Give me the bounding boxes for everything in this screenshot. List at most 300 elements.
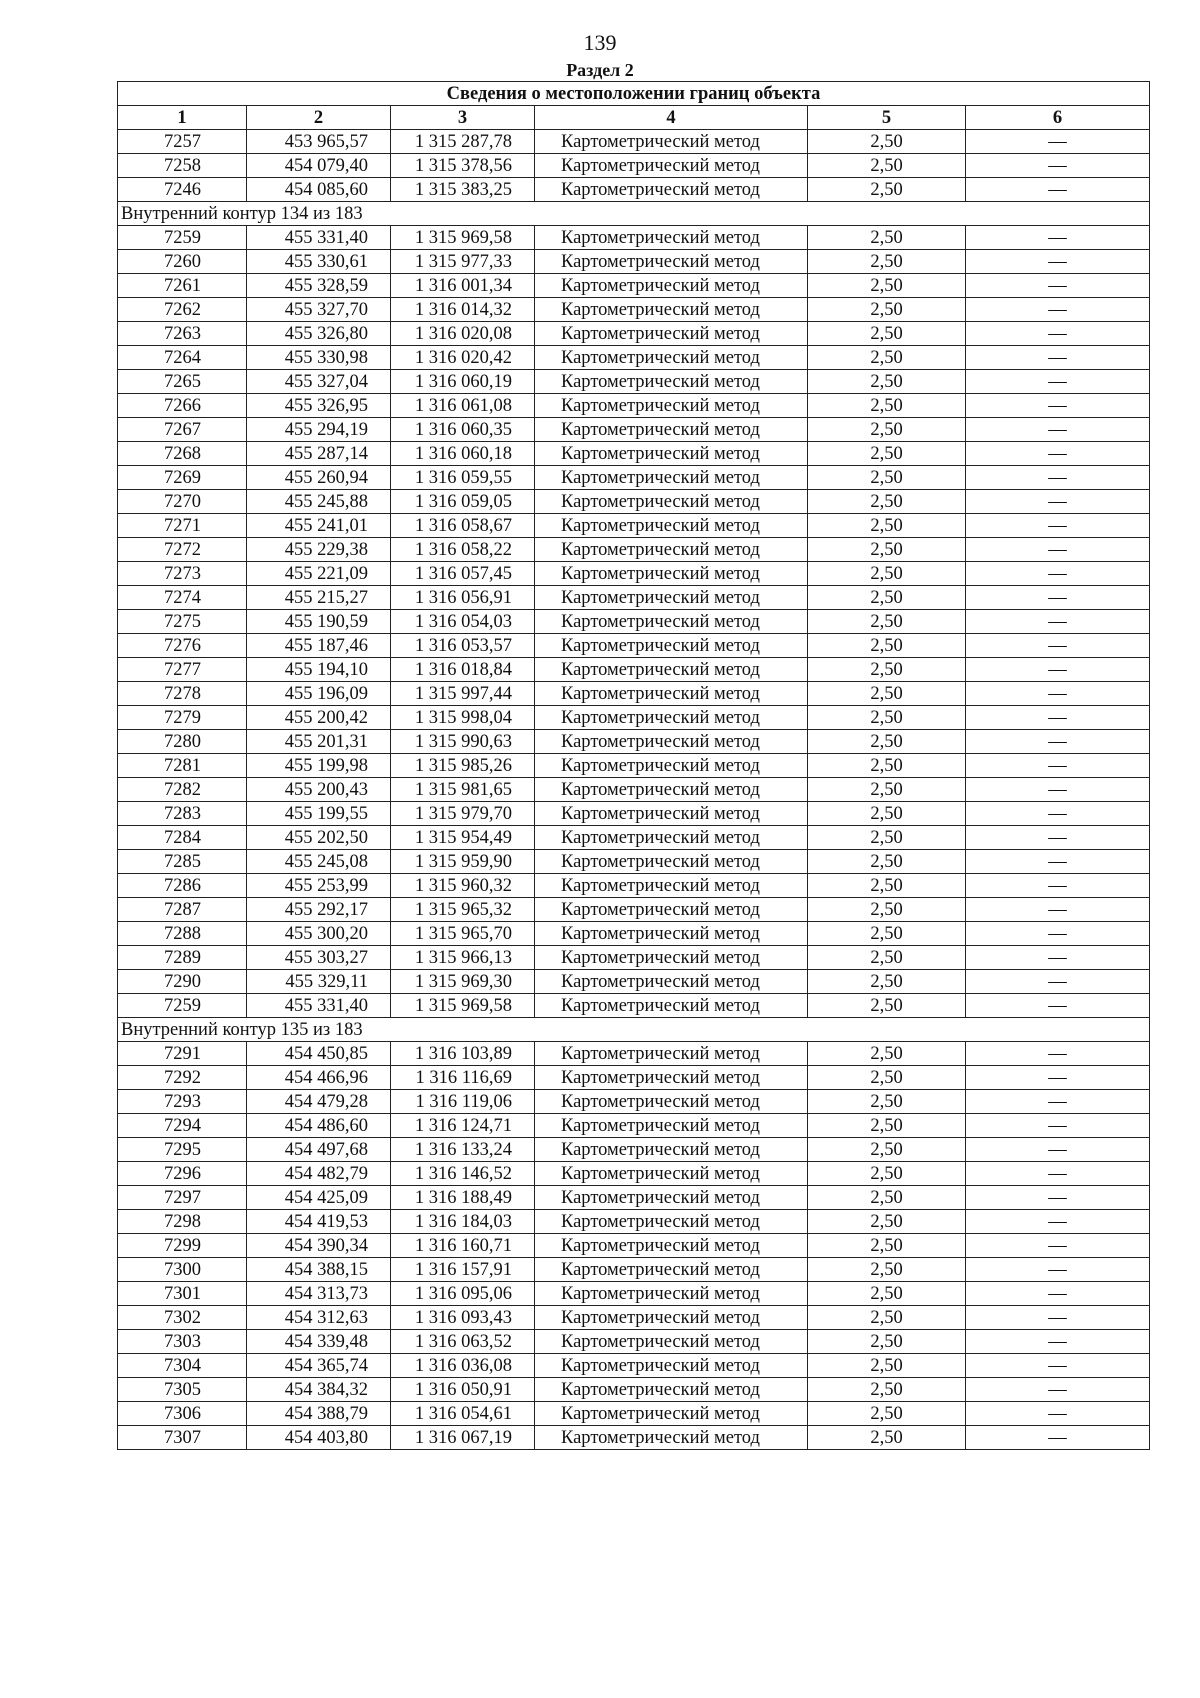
- y-coordinate-cell: 1 316 050,91: [391, 1378, 535, 1402]
- method-cell: Картометрический метод: [535, 874, 808, 898]
- x-coordinate-cell: 455 260,94: [247, 466, 391, 490]
- coordinates-table: [117, 81, 1150, 1450]
- point-number-cell: 7272: [118, 538, 247, 562]
- method-cell: Картометрический метод: [535, 946, 808, 970]
- note-cell: —: [966, 898, 1150, 922]
- y-coordinate-cell: 1 315 965,32: [391, 898, 535, 922]
- note-cell: —: [966, 802, 1150, 826]
- table-row: [118, 610, 1150, 634]
- method-cell: Картометрический метод: [535, 1354, 808, 1378]
- accuracy-cell: 2,50: [808, 1402, 966, 1426]
- method-cell: Картометрический метод: [535, 154, 808, 178]
- note-cell: —: [966, 562, 1150, 586]
- x-coordinate-cell: 455 300,20: [247, 922, 391, 946]
- table-row: [118, 1090, 1150, 1114]
- method-cell: Картометрический метод: [535, 490, 808, 514]
- point-number-cell: 7274: [118, 586, 247, 610]
- point-number-cell: 7295: [118, 1138, 247, 1162]
- x-coordinate-cell: 454 479,28: [247, 1090, 391, 1114]
- method-cell: Картометрический метод: [535, 922, 808, 946]
- note-cell: —: [966, 1258, 1150, 1282]
- y-coordinate-cell: 1 316 060,19: [391, 370, 535, 394]
- y-coordinate-cell: 1 316 054,03: [391, 610, 535, 634]
- x-coordinate-cell: 454 450,85: [247, 1042, 391, 1066]
- note-cell: —: [966, 154, 1150, 178]
- y-coordinate-cell: 1 316 054,61: [391, 1402, 535, 1426]
- point-number-cell: 7265: [118, 370, 247, 394]
- table-row: [118, 1426, 1150, 1450]
- x-coordinate-cell: 455 245,88: [247, 490, 391, 514]
- point-number-cell: 7259: [118, 226, 247, 250]
- table-row: [118, 730, 1150, 754]
- method-cell: Картометрический метод: [535, 1258, 808, 1282]
- table-title: Сведения о местоположении границ объекта: [118, 82, 1150, 106]
- y-coordinate-cell: 1 316 188,49: [391, 1186, 535, 1210]
- x-coordinate-cell: 455 294,19: [247, 418, 391, 442]
- method-cell: Картометрический метод: [535, 394, 808, 418]
- point-number-cell: 7269: [118, 466, 247, 490]
- method-cell: Картометрический метод: [535, 706, 808, 730]
- x-coordinate-cell: 455 200,43: [247, 778, 391, 802]
- x-coordinate-cell: 454 384,32: [247, 1378, 391, 1402]
- accuracy-cell: 2,50: [808, 922, 966, 946]
- point-number-cell: 7283: [118, 802, 247, 826]
- x-coordinate-cell: 454 085,60: [247, 178, 391, 202]
- note-cell: —: [966, 346, 1150, 370]
- x-coordinate-cell: 454 365,74: [247, 1354, 391, 1378]
- y-coordinate-cell: 1 316 095,06: [391, 1282, 535, 1306]
- y-coordinate-cell: 1 316 053,57: [391, 634, 535, 658]
- point-number-cell: 7280: [118, 730, 247, 754]
- table-body: [118, 130, 1150, 1450]
- accuracy-cell: 2,50: [808, 130, 966, 154]
- table-row: [118, 1354, 1150, 1378]
- accuracy-cell: 2,50: [808, 514, 966, 538]
- y-coordinate-cell: 1 315 378,56: [391, 154, 535, 178]
- accuracy-cell: 2,50: [808, 1090, 966, 1114]
- y-coordinate-cell: 1 316 059,55: [391, 466, 535, 490]
- accuracy-cell: 2,50: [808, 802, 966, 826]
- y-coordinate-cell: 1 315 990,63: [391, 730, 535, 754]
- x-coordinate-cell: 455 199,98: [247, 754, 391, 778]
- x-coordinate-cell: 455 330,98: [247, 346, 391, 370]
- y-coordinate-cell: 1 315 969,58: [391, 226, 535, 250]
- note-cell: —: [966, 514, 1150, 538]
- y-coordinate-cell: 1 315 287,78: [391, 130, 535, 154]
- accuracy-cell: 2,50: [808, 1234, 966, 1258]
- x-coordinate-cell: 455 253,99: [247, 874, 391, 898]
- point-number-cell: 7286: [118, 874, 247, 898]
- x-coordinate-cell: 455 329,11: [247, 970, 391, 994]
- y-coordinate-cell: 1 316 061,08: [391, 394, 535, 418]
- note-cell: —: [966, 274, 1150, 298]
- point-number-cell: 7290: [118, 970, 247, 994]
- point-number-cell: 7303: [118, 1330, 247, 1354]
- method-cell: Картометрический метод: [535, 130, 808, 154]
- y-coordinate-cell: 1 316 124,71: [391, 1114, 535, 1138]
- point-number-cell: 7275: [118, 610, 247, 634]
- point-number-cell: 7299: [118, 1234, 247, 1258]
- accuracy-cell: 2,50: [808, 154, 966, 178]
- point-number-cell: 7270: [118, 490, 247, 514]
- accuracy-cell: 2,50: [808, 490, 966, 514]
- method-cell: Картометрический метод: [535, 1330, 808, 1354]
- note-cell: —: [966, 706, 1150, 730]
- note-cell: —: [966, 490, 1150, 514]
- point-number-cell: 7263: [118, 322, 247, 346]
- point-number-cell: 7298: [118, 1210, 247, 1234]
- table-row: [118, 706, 1150, 730]
- x-coordinate-cell: 455 292,17: [247, 898, 391, 922]
- method-cell: Картометрический метод: [535, 1378, 808, 1402]
- accuracy-cell: 2,50: [808, 850, 966, 874]
- method-cell: Картометрический метод: [535, 610, 808, 634]
- note-cell: —: [966, 1210, 1150, 1234]
- accuracy-cell: 2,50: [808, 562, 966, 586]
- x-coordinate-cell: 455 303,27: [247, 946, 391, 970]
- note-cell: —: [966, 730, 1150, 754]
- point-number-cell: 7271: [118, 514, 247, 538]
- accuracy-cell: 2,50: [808, 322, 966, 346]
- note-cell: —: [966, 778, 1150, 802]
- point-number-cell: 7291: [118, 1042, 247, 1066]
- accuracy-cell: 2,50: [808, 1378, 966, 1402]
- y-coordinate-cell: 1 316 058,22: [391, 538, 535, 562]
- y-coordinate-cell: 1 316 014,32: [391, 298, 535, 322]
- accuracy-cell: 2,50: [808, 370, 966, 394]
- note-cell: —: [966, 538, 1150, 562]
- note-cell: —: [966, 394, 1150, 418]
- table-row: [118, 1138, 1150, 1162]
- accuracy-cell: 2,50: [808, 1330, 966, 1354]
- method-cell: Картометрический метод: [535, 322, 808, 346]
- x-coordinate-cell: 455 229,38: [247, 538, 391, 562]
- note-cell: —: [966, 1354, 1150, 1378]
- accuracy-cell: 2,50: [808, 1282, 966, 1306]
- table-row: [118, 1210, 1150, 1234]
- note-cell: —: [966, 994, 1150, 1018]
- x-coordinate-cell: 455 328,59: [247, 274, 391, 298]
- table-row: [118, 250, 1150, 274]
- note-cell: —: [966, 1234, 1150, 1258]
- x-coordinate-cell: 455 187,46: [247, 634, 391, 658]
- point-number-cell: 7279: [118, 706, 247, 730]
- x-coordinate-cell: 454 388,79: [247, 1402, 391, 1426]
- point-number-cell: 7282: [118, 778, 247, 802]
- table-row: [118, 1402, 1150, 1426]
- x-coordinate-cell: 454 482,79: [247, 1162, 391, 1186]
- x-coordinate-cell: 455 200,42: [247, 706, 391, 730]
- point-number-cell: 7300: [118, 1258, 247, 1282]
- note-cell: —: [966, 634, 1150, 658]
- table-row: [118, 322, 1150, 346]
- table-row: [118, 466, 1150, 490]
- method-cell: Картометрический метод: [535, 898, 808, 922]
- column-header: 6: [966, 106, 1150, 130]
- accuracy-cell: 2,50: [808, 1186, 966, 1210]
- note-cell: —: [966, 946, 1150, 970]
- point-number-cell: 7266: [118, 394, 247, 418]
- table-row: [118, 346, 1150, 370]
- x-coordinate-cell: 455 190,59: [247, 610, 391, 634]
- y-coordinate-cell: 1 316 146,52: [391, 1162, 535, 1186]
- accuracy-cell: 2,50: [808, 1306, 966, 1330]
- column-header: 3: [391, 106, 535, 130]
- note-cell: —: [966, 178, 1150, 202]
- y-coordinate-cell: 1 316 184,03: [391, 1210, 535, 1234]
- table-row: [118, 658, 1150, 682]
- x-coordinate-cell: 454 390,34: [247, 1234, 391, 1258]
- table-row: [118, 994, 1150, 1018]
- x-coordinate-cell: 454 313,73: [247, 1282, 391, 1306]
- point-number-cell: 7302: [118, 1306, 247, 1330]
- table-row: [118, 1258, 1150, 1282]
- x-coordinate-cell: 454 466,96: [247, 1066, 391, 1090]
- x-coordinate-cell: 454 339,48: [247, 1330, 391, 1354]
- table-row: [118, 682, 1150, 706]
- point-number-cell: 7281: [118, 754, 247, 778]
- table-row: [118, 1306, 1150, 1330]
- y-coordinate-cell: 1 315 954,49: [391, 826, 535, 850]
- point-number-cell: 7268: [118, 442, 247, 466]
- note-cell: —: [966, 442, 1150, 466]
- table-row: [118, 826, 1150, 850]
- method-cell: Картометрический метод: [535, 634, 808, 658]
- x-coordinate-cell: 454 312,63: [247, 1306, 391, 1330]
- x-coordinate-cell: 454 486,60: [247, 1114, 391, 1138]
- y-coordinate-cell: 1 316 060,35: [391, 418, 535, 442]
- method-cell: Картометрический метод: [535, 1138, 808, 1162]
- x-coordinate-cell: 454 388,15: [247, 1258, 391, 1282]
- accuracy-cell: 2,50: [808, 658, 966, 682]
- method-cell: Картометрический метод: [535, 226, 808, 250]
- accuracy-cell: 2,50: [808, 1042, 966, 1066]
- point-number-cell: 7246: [118, 178, 247, 202]
- accuracy-cell: 2,50: [808, 586, 966, 610]
- y-coordinate-cell: 1 315 960,32: [391, 874, 535, 898]
- x-coordinate-cell: 455 245,08: [247, 850, 391, 874]
- accuracy-cell: 2,50: [808, 754, 966, 778]
- method-cell: Картометрический метод: [535, 778, 808, 802]
- section-title: Раздел 2: [566, 60, 634, 80]
- accuracy-cell: 2,50: [808, 394, 966, 418]
- method-cell: Картометрический метод: [535, 850, 808, 874]
- accuracy-cell: 2,50: [808, 946, 966, 970]
- point-number-cell: 7284: [118, 826, 247, 850]
- y-coordinate-cell: 1 316 001,34: [391, 274, 535, 298]
- note-cell: —: [966, 922, 1150, 946]
- method-cell: Картометрический метод: [535, 1306, 808, 1330]
- note-cell: —: [966, 1186, 1150, 1210]
- table-row: [118, 874, 1150, 898]
- x-coordinate-cell: 455 331,40: [247, 994, 391, 1018]
- method-cell: Картометрический метод: [535, 250, 808, 274]
- table-row: [118, 970, 1150, 994]
- table-row: [118, 754, 1150, 778]
- note-cell: —: [966, 586, 1150, 610]
- accuracy-cell: 2,50: [808, 1114, 966, 1138]
- method-cell: Картометрический метод: [535, 1162, 808, 1186]
- accuracy-cell: 2,50: [808, 706, 966, 730]
- accuracy-cell: 2,50: [808, 610, 966, 634]
- table-row: [118, 1282, 1150, 1306]
- method-cell: Картометрический метод: [535, 1042, 808, 1066]
- method-cell: Картометрический метод: [535, 754, 808, 778]
- y-coordinate-cell: 1 316 093,43: [391, 1306, 535, 1330]
- table-row: [118, 130, 1150, 154]
- note-cell: —: [966, 1378, 1150, 1402]
- table-row: [118, 634, 1150, 658]
- x-coordinate-cell: 455 330,61: [247, 250, 391, 274]
- point-number-cell: 7257: [118, 130, 247, 154]
- table-row: [118, 442, 1150, 466]
- note-cell: —: [966, 1162, 1150, 1186]
- method-cell: Картометрический метод: [535, 418, 808, 442]
- x-coordinate-cell: 454 079,40: [247, 154, 391, 178]
- method-cell: Картометрический метод: [535, 1282, 808, 1306]
- table-row: [118, 1042, 1150, 1066]
- contour-label: Внутренний контур 135 из 183: [118, 1018, 1150, 1042]
- y-coordinate-cell: 1 316 133,24: [391, 1138, 535, 1162]
- table-row: [118, 1066, 1150, 1090]
- point-number-cell: 7258: [118, 154, 247, 178]
- x-coordinate-cell: 454 419,53: [247, 1210, 391, 1234]
- method-cell: Картометрический метод: [535, 538, 808, 562]
- y-coordinate-cell: 1 315 969,58: [391, 994, 535, 1018]
- y-coordinate-cell: 1 316 059,05: [391, 490, 535, 514]
- y-coordinate-cell: 1 315 959,90: [391, 850, 535, 874]
- y-coordinate-cell: 1 316 116,69: [391, 1066, 535, 1090]
- table-row: [118, 586, 1150, 610]
- note-cell: —: [966, 610, 1150, 634]
- point-number-cell: 7293: [118, 1090, 247, 1114]
- method-cell: Картометрический метод: [535, 298, 808, 322]
- table-row: [118, 370, 1150, 394]
- method-cell: Картометрический метод: [535, 1234, 808, 1258]
- note-cell: —: [966, 370, 1150, 394]
- point-number-cell: 7288: [118, 922, 247, 946]
- method-cell: Картометрический метод: [535, 994, 808, 1018]
- x-coordinate-cell: 453 965,57: [247, 130, 391, 154]
- note-cell: —: [966, 1042, 1150, 1066]
- accuracy-cell: 2,50: [808, 778, 966, 802]
- note-cell: —: [966, 754, 1150, 778]
- point-number-cell: 7292: [118, 1066, 247, 1090]
- table-row: [118, 946, 1150, 970]
- method-cell: Картометрический метод: [535, 562, 808, 586]
- accuracy-cell: 2,50: [808, 274, 966, 298]
- note-cell: —: [966, 1426, 1150, 1450]
- table-row: [118, 778, 1150, 802]
- y-coordinate-cell: 1 315 383,25: [391, 178, 535, 202]
- x-coordinate-cell: 455 221,09: [247, 562, 391, 586]
- accuracy-cell: 2,50: [808, 994, 966, 1018]
- accuracy-cell: 2,50: [808, 682, 966, 706]
- note-cell: —: [966, 418, 1150, 442]
- note-cell: —: [966, 1138, 1150, 1162]
- y-coordinate-cell: 1 316 063,52: [391, 1330, 535, 1354]
- contour-row: [118, 1018, 1150, 1042]
- note-cell: —: [966, 1330, 1150, 1354]
- y-coordinate-cell: 1 315 979,70: [391, 802, 535, 826]
- table-row: [118, 802, 1150, 826]
- accuracy-cell: 2,50: [808, 178, 966, 202]
- point-number-cell: 7297: [118, 1186, 247, 1210]
- table-row: [118, 1378, 1150, 1402]
- accuracy-cell: 2,50: [808, 466, 966, 490]
- point-number-cell: 7304: [118, 1354, 247, 1378]
- table-row: [118, 898, 1150, 922]
- accuracy-cell: 2,50: [808, 250, 966, 274]
- point-number-cell: 7262: [118, 298, 247, 322]
- table-row: [118, 154, 1150, 178]
- note-cell: —: [966, 466, 1150, 490]
- x-coordinate-cell: 454 497,68: [247, 1138, 391, 1162]
- y-coordinate-cell: 1 316 056,91: [391, 586, 535, 610]
- y-coordinate-cell: 1 316 103,89: [391, 1042, 535, 1066]
- note-cell: —: [966, 1066, 1150, 1090]
- contour-label: Внутренний контур 134 из 183: [118, 202, 1150, 226]
- y-coordinate-cell: 1 316 018,84: [391, 658, 535, 682]
- y-coordinate-cell: 1 315 981,65: [391, 778, 535, 802]
- table-row: [118, 562, 1150, 586]
- note-cell: —: [966, 874, 1150, 898]
- method-cell: Картометрический метод: [535, 466, 808, 490]
- point-number-cell: 7307: [118, 1426, 247, 1450]
- contour-row: [118, 202, 1150, 226]
- x-coordinate-cell: 455 201,31: [247, 730, 391, 754]
- column-header: 2: [247, 106, 391, 130]
- y-coordinate-cell: 1 315 966,13: [391, 946, 535, 970]
- y-coordinate-cell: 1 316 058,67: [391, 514, 535, 538]
- method-cell: Картометрический метод: [535, 178, 808, 202]
- method-cell: Картометрический метод: [535, 442, 808, 466]
- y-coordinate-cell: 1 315 969,30: [391, 970, 535, 994]
- column-header-row: [118, 106, 1150, 130]
- table-row: [118, 1162, 1150, 1186]
- table-row: [118, 226, 1150, 250]
- y-coordinate-cell: 1 316 057,45: [391, 562, 535, 586]
- point-number-cell: 7289: [118, 946, 247, 970]
- table-row: [118, 394, 1150, 418]
- x-coordinate-cell: 455 194,10: [247, 658, 391, 682]
- accuracy-cell: 2,50: [808, 1138, 966, 1162]
- accuracy-cell: 2,50: [808, 226, 966, 250]
- point-number-cell: 7277: [118, 658, 247, 682]
- y-coordinate-cell: 1 316 060,18: [391, 442, 535, 466]
- y-coordinate-cell: 1 315 977,33: [391, 250, 535, 274]
- accuracy-cell: 2,50: [808, 826, 966, 850]
- table-row: [118, 922, 1150, 946]
- x-coordinate-cell: 455 215,27: [247, 586, 391, 610]
- y-coordinate-cell: 1 316 160,71: [391, 1234, 535, 1258]
- method-cell: Картометрический метод: [535, 826, 808, 850]
- method-cell: Картометрический метод: [535, 970, 808, 994]
- page-number: 139: [583, 30, 617, 55]
- point-number-cell: 7306: [118, 1402, 247, 1426]
- accuracy-cell: 2,50: [808, 346, 966, 370]
- note-cell: —: [966, 826, 1150, 850]
- y-coordinate-cell: 1 316 157,91: [391, 1258, 535, 1282]
- note-cell: —: [966, 850, 1150, 874]
- point-number-cell: 7305: [118, 1378, 247, 1402]
- accuracy-cell: 2,50: [808, 418, 966, 442]
- y-coordinate-cell: 1 315 965,70: [391, 922, 535, 946]
- accuracy-cell: 2,50: [808, 1354, 966, 1378]
- table-row: [118, 538, 1150, 562]
- note-cell: —: [966, 682, 1150, 706]
- table-row: [118, 418, 1150, 442]
